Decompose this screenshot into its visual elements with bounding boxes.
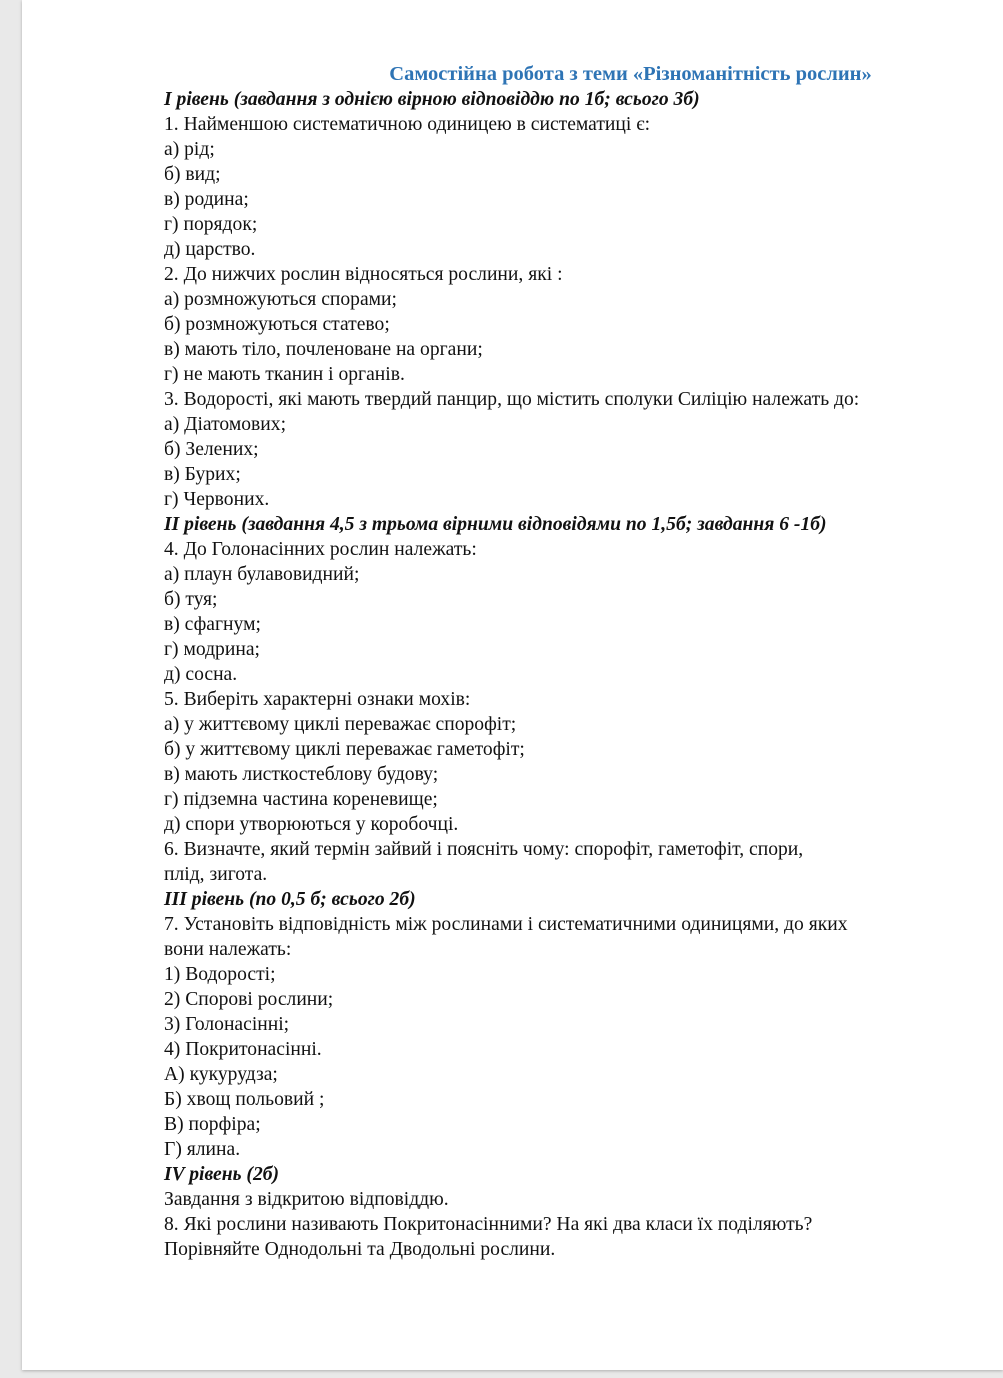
- document-page: [22, 0, 1003, 1370]
- q5-option-a: а) у життєвому циклі переважає спорофіт;: [164, 714, 517, 735]
- question-8-line-2: Порівняйте Однодольні та Дводольні рослини.: [164, 1239, 556, 1260]
- q4-option-g: г) модрина;: [164, 639, 260, 660]
- q1-option-b: б) вид;: [164, 164, 221, 185]
- q5-option-d: д) спори утворюються у коробочці.: [164, 814, 459, 835]
- q7-group-3: 3) Голонасінні;: [164, 1014, 290, 1035]
- question-8-line-1: 8. Які рослини називають Покритонасінними? На які два класи їх поділяють?: [164, 1214, 813, 1235]
- q2-option-v: в) мають тіло, почленоване на органи;: [164, 339, 483, 360]
- q3-option-b: б) Зелених;: [164, 439, 259, 460]
- level-1-heading: I рівень (завдання з однією вірною відповіддю по 1б; всього 3б): [164, 89, 700, 110]
- q5-option-b: б) у життєвому циклі переважає гаметофіт;: [164, 739, 525, 760]
- q4-option-a: а) плаун булавовидний;: [164, 564, 360, 585]
- q1-option-a: а) рід;: [164, 139, 215, 160]
- q4-option-d: д) сосна.: [164, 664, 238, 685]
- question-3: 3. Водорості, які мають твердий панцир, що містить сполуки Силіцію належать до:: [164, 389, 860, 410]
- level-3-heading: III рівень (по 0,5 б; всього 2б): [164, 889, 416, 910]
- q1-option-v: в) родина;: [164, 189, 249, 210]
- q3-option-a: а) Діатомових;: [164, 414, 287, 435]
- q4-option-v: в) сфагнум;: [164, 614, 261, 635]
- q4-option-b: б) туя;: [164, 589, 218, 610]
- question-6-line-2: плід, зигота.: [164, 864, 268, 885]
- q7-plant-b: Б) хвощ польовий ;: [164, 1089, 325, 1110]
- question-5: 5. Виберіть характерні ознаки мохів:: [164, 689, 471, 710]
- level-2-heading: II рівень (завдання 4,5 з трьома вірними відповідями по 1,5б; завдання 6 -1б): [164, 514, 827, 535]
- q7-group-1: 1) Водорості;: [164, 964, 276, 985]
- worksheet-content: [164, 61, 964, 1262]
- question-7-line-2: вони належать:: [164, 939, 292, 960]
- question-7-line-1: 7. Установіть відповідність між рослинами і систематичними одиницями, до яких: [164, 914, 848, 935]
- open-answer-intro: Завдання з відкритою відповіддю.: [164, 1189, 449, 1210]
- q2-option-g: г) не мають тканин і органів.: [164, 364, 405, 385]
- level-4-heading: IV рівень (2б): [164, 1164, 280, 1185]
- question-4: 4. До Голонасінних рослин належать:: [164, 539, 477, 560]
- q3-option-g: г) Червоних.: [164, 489, 270, 510]
- q2-option-b: б) розмножуються статево;: [164, 314, 390, 335]
- q5-option-v: в) мають листкостеблову будову;: [164, 764, 439, 785]
- q1-option-d: д) царство.: [164, 239, 256, 260]
- q7-group-4: 4) Покритонасінні.: [164, 1039, 322, 1060]
- q7-plant-v: В) порфіра;: [164, 1114, 261, 1135]
- question-2: 2. До нижчих рослин відносяться рослини, які :: [164, 264, 563, 285]
- q7-plant-g: Г) ялина.: [164, 1139, 241, 1160]
- question-6-line-1: 6. Визначте, який термін зайвий і поясніть чому: спорофіт, гаметофіт, спори,: [164, 839, 804, 860]
- question-1: 1. Найменшою систематичною одиницею в систематиці є:: [164, 114, 651, 135]
- q7-plant-a: А) кукурудза;: [164, 1064, 278, 1085]
- page-title: Самостійна робота з теми «Різноманітність рослин»: [389, 63, 872, 85]
- q7-group-2: 2) Спорові рослини;: [164, 989, 334, 1010]
- q3-option-v: в) Бурих;: [164, 464, 241, 485]
- q5-option-g: г) підземна частина кореневище;: [164, 789, 438, 810]
- q2-option-a: а) розмножуються спорами;: [164, 289, 397, 310]
- q1-option-g: г) порядок;: [164, 214, 258, 235]
